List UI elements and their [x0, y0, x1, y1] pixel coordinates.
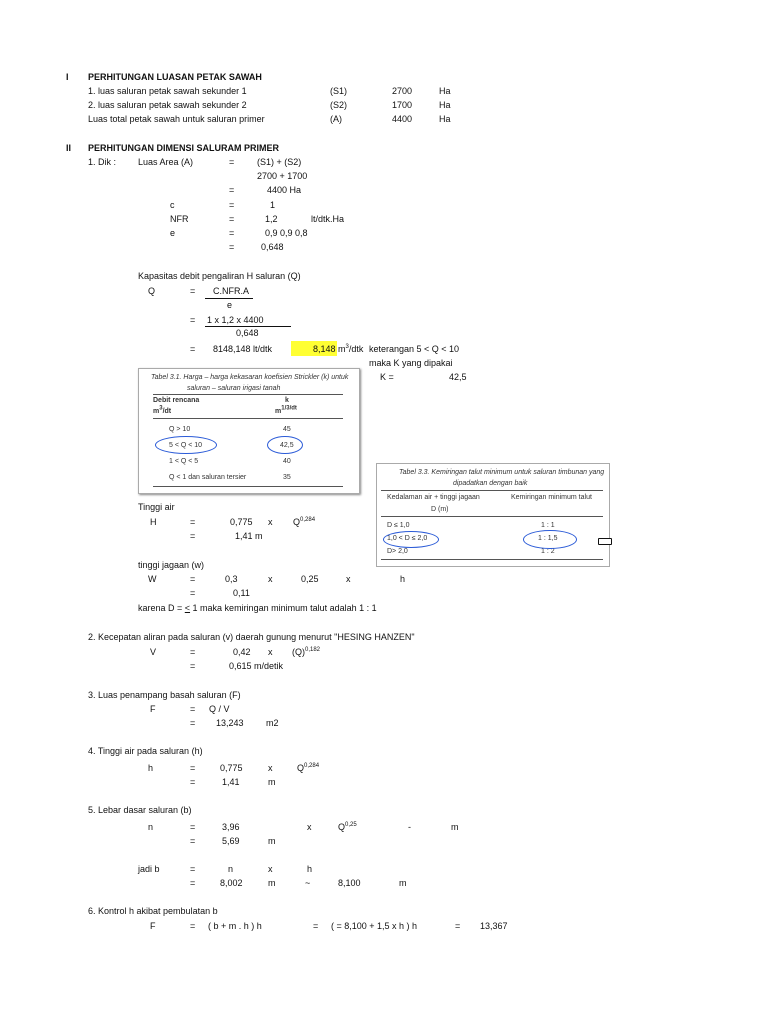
- table2-rule: [381, 559, 603, 560]
- eq: =: [229, 200, 235, 210]
- h-q: Q$^{0,284}$: [297, 763, 320, 773]
- times: x: [346, 574, 351, 584]
- table1-caption: saluran – saluran irigasi tanah: [187, 385, 281, 392]
- table2-caption: dipadatkan dengan baik: [453, 480, 528, 487]
- table1-rule: [153, 486, 343, 487]
- n-q: Q$^{0,25}$: [338, 822, 357, 832]
- eq: =: [229, 242, 235, 252]
- f-expr: Q / V: [209, 704, 230, 714]
- times: x: [268, 517, 273, 527]
- q-numerator-values: 1 x 1,2 x 4400: [207, 315, 264, 325]
- eq: =: [190, 531, 196, 541]
- row2-code: (S2): [330, 100, 348, 110]
- table1-rule: [153, 418, 343, 419]
- table1-col1: Debit rencana: [153, 397, 200, 404]
- eq: =: [190, 777, 196, 787]
- kapasitas-heading: Kapasitas debit pengaliran H saluran (Q): [138, 271, 301, 281]
- q-symbol: Q: [148, 286, 156, 296]
- kontrol-heading: 6. Kontrol h akibat pembulatan b: [88, 906, 218, 916]
- jagaan-note: karena D = < 1 maka kemiringan minimum talut adalah 1 : 1: [138, 603, 377, 613]
- f-unit: m2: [266, 718, 279, 728]
- eq: =: [190, 661, 196, 671]
- eq: =: [455, 921, 461, 931]
- c-label: c: [170, 200, 175, 210]
- table-kemiringan: [376, 463, 610, 567]
- table1-col1-unit: $m^3/dt$: [153, 405, 172, 415]
- w-b: 0,25: [301, 574, 319, 584]
- table2-row-m: 1 : 1: [541, 522, 555, 529]
- v-result: 0,615 m/detik: [229, 661, 284, 671]
- c-value: 1: [270, 200, 276, 210]
- v-coef: 0,42: [233, 647, 251, 657]
- table1-row-k: 35: [283, 474, 291, 481]
- n-result: 5,69: [222, 836, 240, 846]
- maka-k: maka K yang dipakai: [369, 358, 453, 368]
- m-symbol: m: [268, 836, 276, 846]
- section-2-title: PERHITUNGAN DIMENSI SALURAM PRIMER: [88, 143, 280, 153]
- k-value: 42,5: [449, 372, 467, 382]
- highlight-oval: [383, 531, 439, 548]
- table1-row-q: 5 < Q < 10: [169, 442, 203, 449]
- table1-caption: Tabel 3.1. Harga – harga kekasaran koefisien Strickler (k) untuk: [151, 374, 349, 381]
- eq: =: [229, 214, 235, 224]
- row3-value: 4400: [392, 114, 413, 124]
- w-symbol: W: [148, 574, 157, 584]
- eq: =: [190, 836, 196, 846]
- dik-label: 1. Dik :: [88, 157, 117, 167]
- e-result: 0,648: [261, 242, 284, 252]
- eq: =: [190, 588, 196, 598]
- table1-row-k: 40: [283, 458, 291, 465]
- eq: =: [190, 517, 196, 527]
- table1-row-q: Q > 10: [169, 426, 191, 433]
- row3-unit: Ha: [439, 114, 451, 124]
- table2-row-m: 1 : 2: [541, 548, 555, 555]
- section-1-title: PERHITUNGAN LUASAN PETAK SAWAH: [88, 72, 262, 82]
- highlight-oval: [523, 530, 577, 549]
- q-result-m3: 8,148: [313, 344, 336, 354]
- times: x: [268, 864, 273, 874]
- nfr-value: 1,2: [265, 214, 278, 224]
- k-label: K =: [380, 372, 394, 382]
- approx: ~: [305, 878, 311, 888]
- table-strickler: [138, 368, 360, 494]
- m-symbol: m: [268, 878, 276, 888]
- table2-col1b: D (m): [431, 506, 449, 513]
- table2-row-d: 1,0 < D ≤ 2,0: [387, 535, 428, 542]
- area-label: Luas Area (A): [138, 157, 194, 167]
- eq: =: [313, 921, 319, 931]
- f-expr2: ( = 8,100 + 1,5 x h ) h: [331, 921, 418, 931]
- h-result: 1,41: [222, 777, 240, 787]
- f-expr: ( b + m . h ) h: [208, 921, 262, 931]
- h-result: 1,41 m: [235, 531, 263, 541]
- row1-unit: Ha: [439, 86, 451, 96]
- eq: =: [190, 718, 196, 728]
- jagaan-heading: tinggi jagaan (w): [138, 560, 205, 570]
- h-coef: 0,775: [230, 517, 253, 527]
- q-result-lt: 8148,148 lt/dtk: [213, 344, 273, 354]
- highlight-oval: [267, 436, 303, 454]
- h-symbol: h: [148, 763, 154, 773]
- table1-row-q: 1 < Q < 5: [169, 458, 199, 465]
- eq: =: [190, 286, 196, 296]
- dash: -: [408, 822, 411, 832]
- row2-label: 2. luas saluran petak sawah sekunder 2: [88, 100, 247, 110]
- table2-rule: [381, 490, 603, 491]
- table1-row-q: Q < 1 dan saluran tersier: [169, 474, 247, 481]
- eq: =: [190, 822, 196, 832]
- w-a: 0,3: [225, 574, 238, 584]
- f-result: 13,367: [480, 921, 508, 931]
- table2-caption: Tabel 3.3. Kemiringan talut minimum untuk saluran timbunan yang: [399, 469, 605, 476]
- v-q: $(Q)^{0,182}$: [292, 647, 321, 657]
- h-symbol: h: [307, 864, 313, 874]
- b-result: 8,002: [220, 878, 243, 888]
- e-label: e: [170, 228, 176, 238]
- luas-heading: 3. Luas penampang basah saluran (F): [88, 690, 241, 700]
- area-total: 4400 Ha: [267, 185, 302, 195]
- jadi-b: jadi b: [138, 864, 160, 874]
- f-symbol: F: [150, 704, 156, 714]
- q-numerator: C.NFR.A: [213, 286, 249, 296]
- area-expr: (S1) + (S2): [257, 157, 302, 167]
- row1-code: (S1): [330, 86, 348, 96]
- table1-row-k: 42,5: [280, 442, 294, 449]
- table2-row-d: D> 2,0: [387, 548, 408, 555]
- v-symbol: V: [150, 647, 157, 657]
- h-unit: m: [268, 777, 276, 787]
- w-h: h: [400, 574, 406, 584]
- lebar-heading: 5. Lebar dasar saluran (b): [88, 805, 192, 815]
- table1-col2: k: [285, 397, 289, 404]
- eq: =: [229, 185, 235, 195]
- f-result: 13,243: [216, 718, 244, 728]
- table1-row-k: 45: [283, 426, 291, 433]
- w-result: 0,11: [233, 588, 250, 598]
- b-round: 8,100: [338, 878, 361, 888]
- row2-unit: Ha: [439, 100, 451, 110]
- h-coef: 0,775: [220, 763, 243, 773]
- row1-label: 1. luas saluran petak sawah sekunder 1: [88, 86, 247, 96]
- m-symbol: m: [451, 822, 459, 832]
- table2-col1: Kedalaman air + tinggi jagaan: [387, 494, 480, 501]
- e-values: 0,9 0,9 0,8: [265, 228, 308, 238]
- fraction-bar: [205, 298, 253, 299]
- nfr-unit: lt/dtk.Ha: [311, 214, 345, 224]
- eq: =: [190, 344, 196, 354]
- eq: =: [190, 704, 196, 714]
- highlight-oval: [155, 436, 217, 454]
- area-sum: 2700 + 1700: [257, 171, 308, 181]
- table1-col2-unit: $m^{1/3/dt}$: [275, 405, 297, 415]
- keterangan: keterangan 5 < Q < 10: [369, 344, 460, 354]
- row3-label: Luas total petak sawah untuk saluran primer: [88, 114, 265, 124]
- times: x: [268, 763, 273, 773]
- n-symbol: n: [148, 822, 154, 832]
- tinggi-heading: 4. Tinggi air pada saluran (h): [88, 746, 203, 756]
- h-q: Q$^{0,284}$: [293, 517, 316, 527]
- row1-value: 2700: [392, 86, 413, 96]
- n-coef: 3,96: [222, 822, 240, 832]
- eq: =: [190, 921, 196, 931]
- fraction-bar: [205, 326, 291, 327]
- eq: =: [190, 864, 196, 874]
- times: x: [268, 647, 273, 657]
- q-denominator-value: 0,648: [236, 328, 259, 338]
- table2-row-d: D ≤ 1,0: [387, 522, 410, 529]
- table2-row-m: 1 : 1,5: [538, 535, 558, 542]
- tinggi-air-heading: Tinggi air: [138, 502, 175, 512]
- eq: =: [190, 315, 196, 325]
- eq: =: [190, 763, 196, 773]
- table1-rule: [153, 394, 343, 395]
- resize-handle: [598, 538, 612, 545]
- times: x: [307, 822, 312, 832]
- eq: =: [229, 157, 235, 167]
- section-2-number: II: [66, 143, 72, 153]
- eq: =: [190, 878, 196, 888]
- n-symbol: n: [228, 864, 234, 874]
- f-symbol: F: [150, 921, 156, 931]
- table2-col2: Kemiringan minimum talut: [511, 494, 592, 501]
- h-symbol: H: [150, 517, 157, 527]
- section-1-number: I: [66, 72, 69, 82]
- eq: =: [190, 647, 196, 657]
- eq: =: [190, 574, 196, 584]
- times: x: [268, 574, 273, 584]
- nfr-label: NFR: [170, 214, 189, 224]
- table2-rule: [381, 516, 603, 517]
- row2-value: 1700: [392, 100, 413, 110]
- kecepatan-heading: 2. Kecepatan aliran pada saluran (v) daerah gunung menurut "HESING HANZEN": [88, 632, 415, 642]
- row3-code: (A): [330, 114, 342, 124]
- q-denominator: e: [227, 300, 233, 310]
- eq: =: [229, 228, 235, 238]
- q-result-unit: $m^3$/dtk: [338, 344, 364, 354]
- m-symbol: m: [399, 878, 407, 888]
